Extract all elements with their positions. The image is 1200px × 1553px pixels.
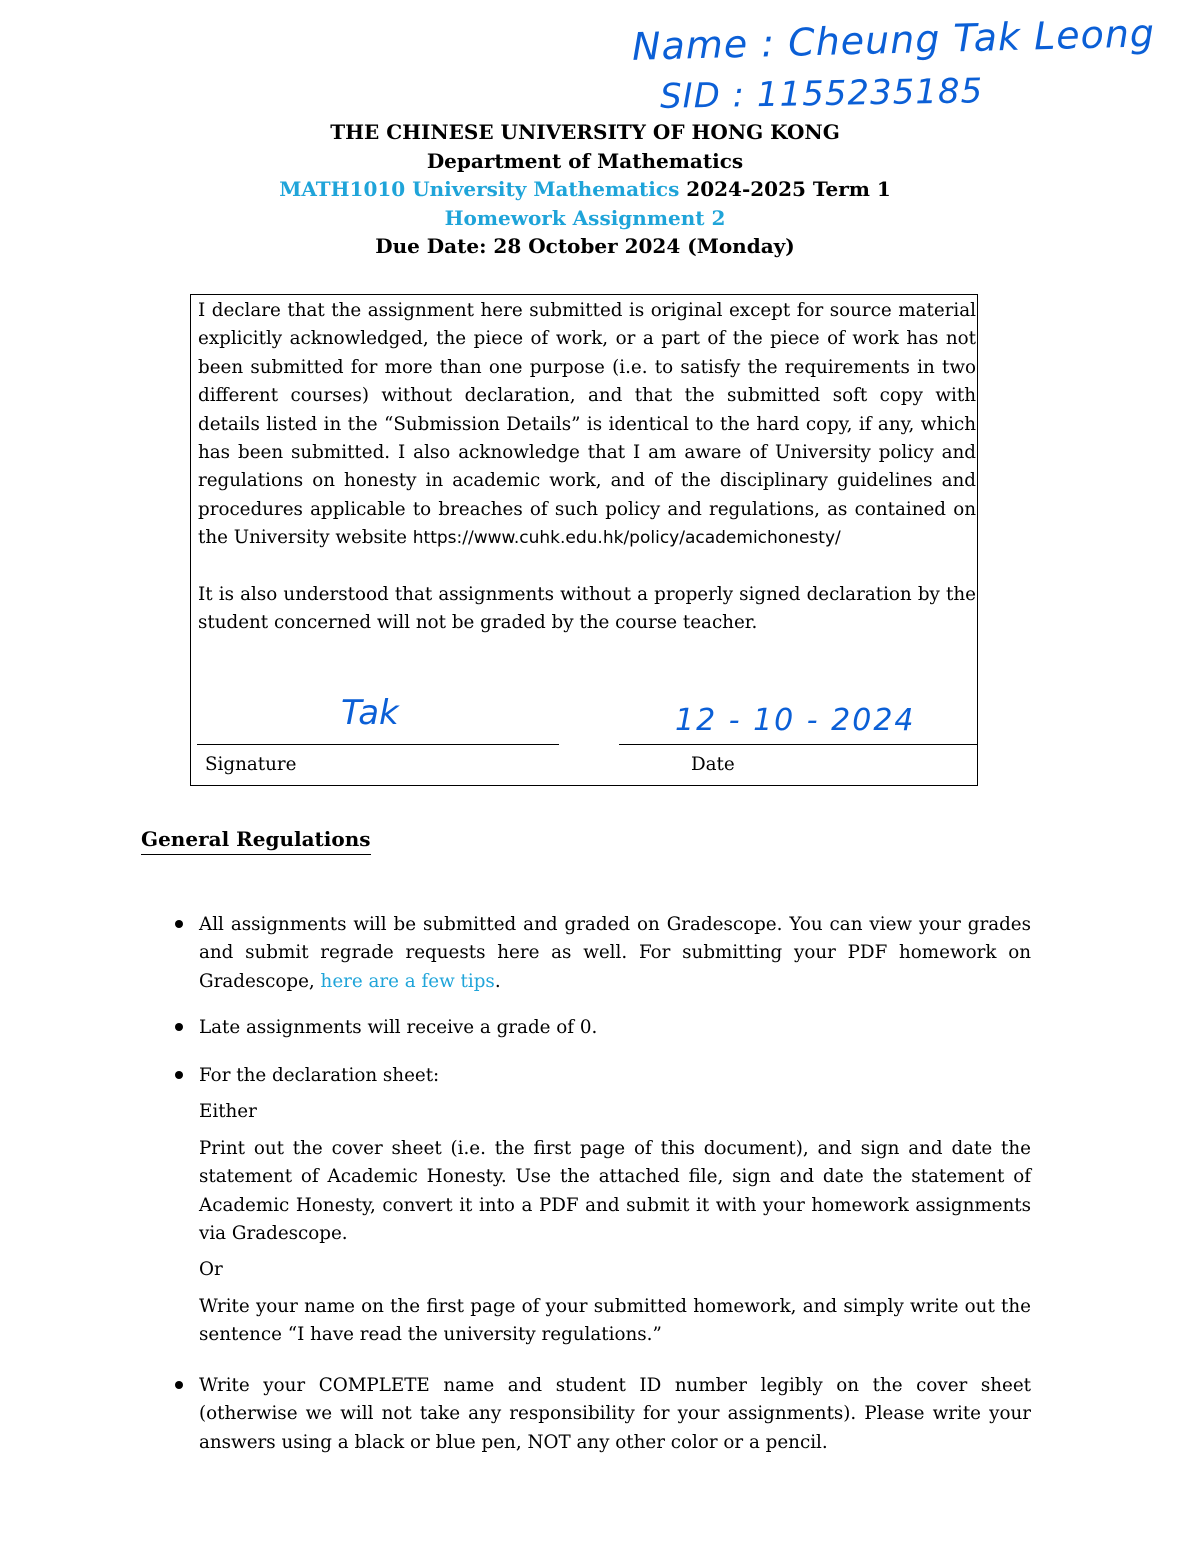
- regulation-3-either: Either: [199, 1101, 257, 1123]
- date-line: [619, 744, 977, 745]
- course-title: MATH1010 University Mathematics: [279, 177, 680, 201]
- handwritten-name: Name : Cheung Tak Leong: [631, 11, 1156, 69]
- regulation-item: [199, 1014, 1031, 1042]
- signature-label: Signature: [205, 754, 297, 775]
- declaration-statement: I declare that the assignment here submitted is original except for source material explicitly acknowledged, the piece of work, or a part of the piece of work has not been submitted for more than one purpose (i.e. to satisfy the requirements in two different courses) without declaration, and that the submitted soft copy with details listed in the “Submission Details” is identical to the hard copy, if any, which has been submitted. I also acknowledge that I am aware of University policy and regulations on honesty in academic work, and of the disciplinary guidelines and procedures applicable to breaches of such policy and regulations, as contained on the University website: [198, 300, 976, 549]
- course-line: [0, 175, 1170, 204]
- bullet-icon: [175, 1071, 183, 1079]
- general-regulations-heading: General Regulations: [141, 826, 371, 855]
- regulation-1-end: .: [494, 970, 501, 992]
- declaration-text: [198, 297, 976, 637]
- gradescope-tips-link[interactable]: here are a few tips: [320, 970, 495, 992]
- declaration-paragraph-1: [198, 297, 976, 553]
- handwritten-signature: Tak: [341, 693, 399, 733]
- due-date: Due Date: 28 October 2024 (Monday): [375, 234, 795, 258]
- signature-line: [197, 744, 559, 745]
- term: 2024-2025 Term 1: [686, 177, 891, 201]
- regulation-4-text: Write your COMPLETE name and student ID number legibly on the cover sheet (otherwise we will not take any responsibility for your assignments). Please write your answers using a black or blue pen, NOT any other color or a pencil.: [199, 1375, 1031, 1453]
- handwritten-date: 12 - 10 - 2024: [675, 703, 916, 738]
- document-header: [0, 118, 1170, 261]
- regulation-item: [199, 911, 1031, 996]
- bullet-icon: [175, 920, 183, 928]
- university-name: THE CHINESE UNIVERSITY OF HONG KONG: [330, 120, 840, 144]
- date-label: Date: [691, 754, 735, 775]
- bullet-icon: [175, 1381, 183, 1389]
- handwritten-sid: SID : 1155235185: [659, 71, 984, 117]
- regulation-1-text: All assignments will be submitted and graded on Gradescope. You can view your grades and submit regrade requests here as well. For submitting your PDF homework on Gradescope,: [199, 914, 1031, 992]
- declaration-box: [190, 294, 978, 786]
- declaration-paragraph-2: It is also understood that assignments without a properly signed declaration by the student concerned will not be graded by the course teacher.: [198, 583, 976, 634]
- policy-url[interactable]: https://www.cuhk.edu.hk/policy/academichonesty/: [412, 528, 841, 549]
- regulation-2-text: Late assignments will receive a grade of 0.: [199, 1017, 598, 1038]
- regulation-3-option-2: Write your name on the first page of your submitted homework, and simply write out the sentence “I have read the university regulations.”: [199, 1295, 1031, 1346]
- regulation-item: [199, 1372, 1031, 1457]
- regulation-3-intro: For the declaration sheet:: [199, 1065, 440, 1086]
- regulation-3-or: Or: [199, 1259, 223, 1281]
- regulation-item: [199, 1062, 1031, 1350]
- department-name: Department of Mathematics: [426, 148, 744, 173]
- regulation-3-option-1: Print out the cover sheet (i.e. the first page of this document), and sign and date the statement of Academic Honesty. Use the attached file, sign and date the statement of Academic Honesty, convert it into a PDF and submit it with your homework assignments via Gradescope.: [199, 1137, 1031, 1245]
- assignment-title: Homework Assignment 2: [444, 205, 726, 230]
- bullet-icon: [175, 1023, 183, 1031]
